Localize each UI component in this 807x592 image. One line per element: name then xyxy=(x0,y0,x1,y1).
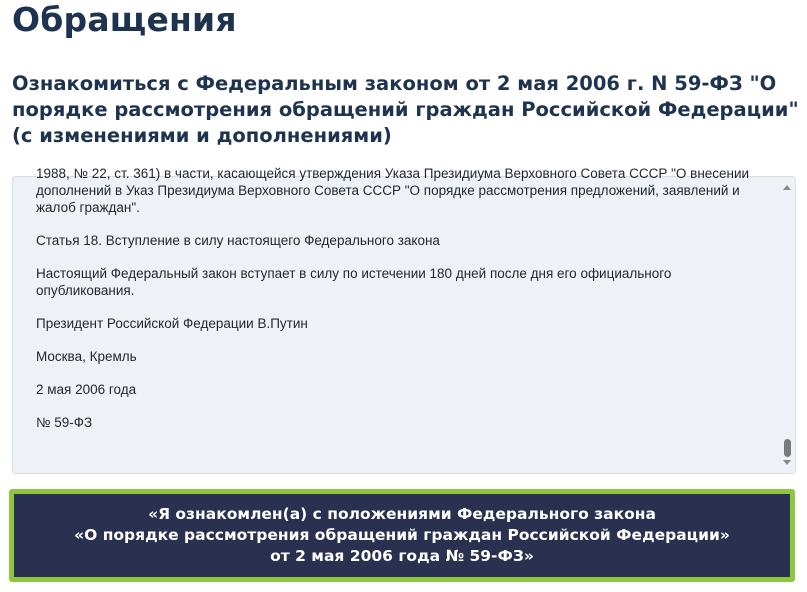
law-paragraph: Статья 18. Вступление в силу настоящего Федерального закона xyxy=(36,233,440,248)
acknowledge-button-line: «Я ознакомлен(а) с положениями Федерального закона xyxy=(148,505,656,523)
law-paragraph: Президент Российской Федерации В.Путин xyxy=(36,316,308,331)
acknowledge-button-frame[interactable] xyxy=(9,489,795,582)
law-paragraph: Москва, Кремль xyxy=(36,349,137,364)
law-paragraph: 2 мая 2006 года xyxy=(36,382,137,397)
law-document-link[interactable]: Ознакомиться с Федеральным законом от 2 мая 2006 г. N 59-ФЗ "О порядке рассмотрения обращений граждан Российской Федерации" (с изменениями и дополнениями) xyxy=(12,72,799,147)
law-paragraph: № 59-ФЗ xyxy=(36,415,93,430)
scroll-down-arrow-icon[interactable] xyxy=(783,460,791,465)
law-text-box[interactable] xyxy=(12,166,796,474)
acknowledge-button[interactable] xyxy=(14,494,790,577)
scroll-up-arrow-icon[interactable] xyxy=(783,185,791,190)
scrollbar-thumb[interactable] xyxy=(784,439,791,457)
law-paragraph: 1988, № 22, ст. 361) в части, касающейся утверждения Указа Президиума Верховного Совета СССР "О внесении дополнений в Указ Президиума Верховного Совета СССР "О порядке рассмотрения предложений, заявлений и жалоб граждан". xyxy=(36,166,750,215)
acknowledge-button-line: от 2 мая 2006 года № 59-ФЗ» xyxy=(270,547,534,565)
law-paragraph: Настоящий Федеральный закон вступает в силу по истечении 180 дней после дня его официального опубликования. xyxy=(36,266,672,298)
acknowledge-button-line: «О порядке рассмотрения обращений граждан Российской Федерации» xyxy=(74,526,730,544)
law-text-scrollbar[interactable] xyxy=(780,177,795,473)
law-text-content xyxy=(36,165,766,447)
page-title: Обращения xyxy=(12,0,237,39)
